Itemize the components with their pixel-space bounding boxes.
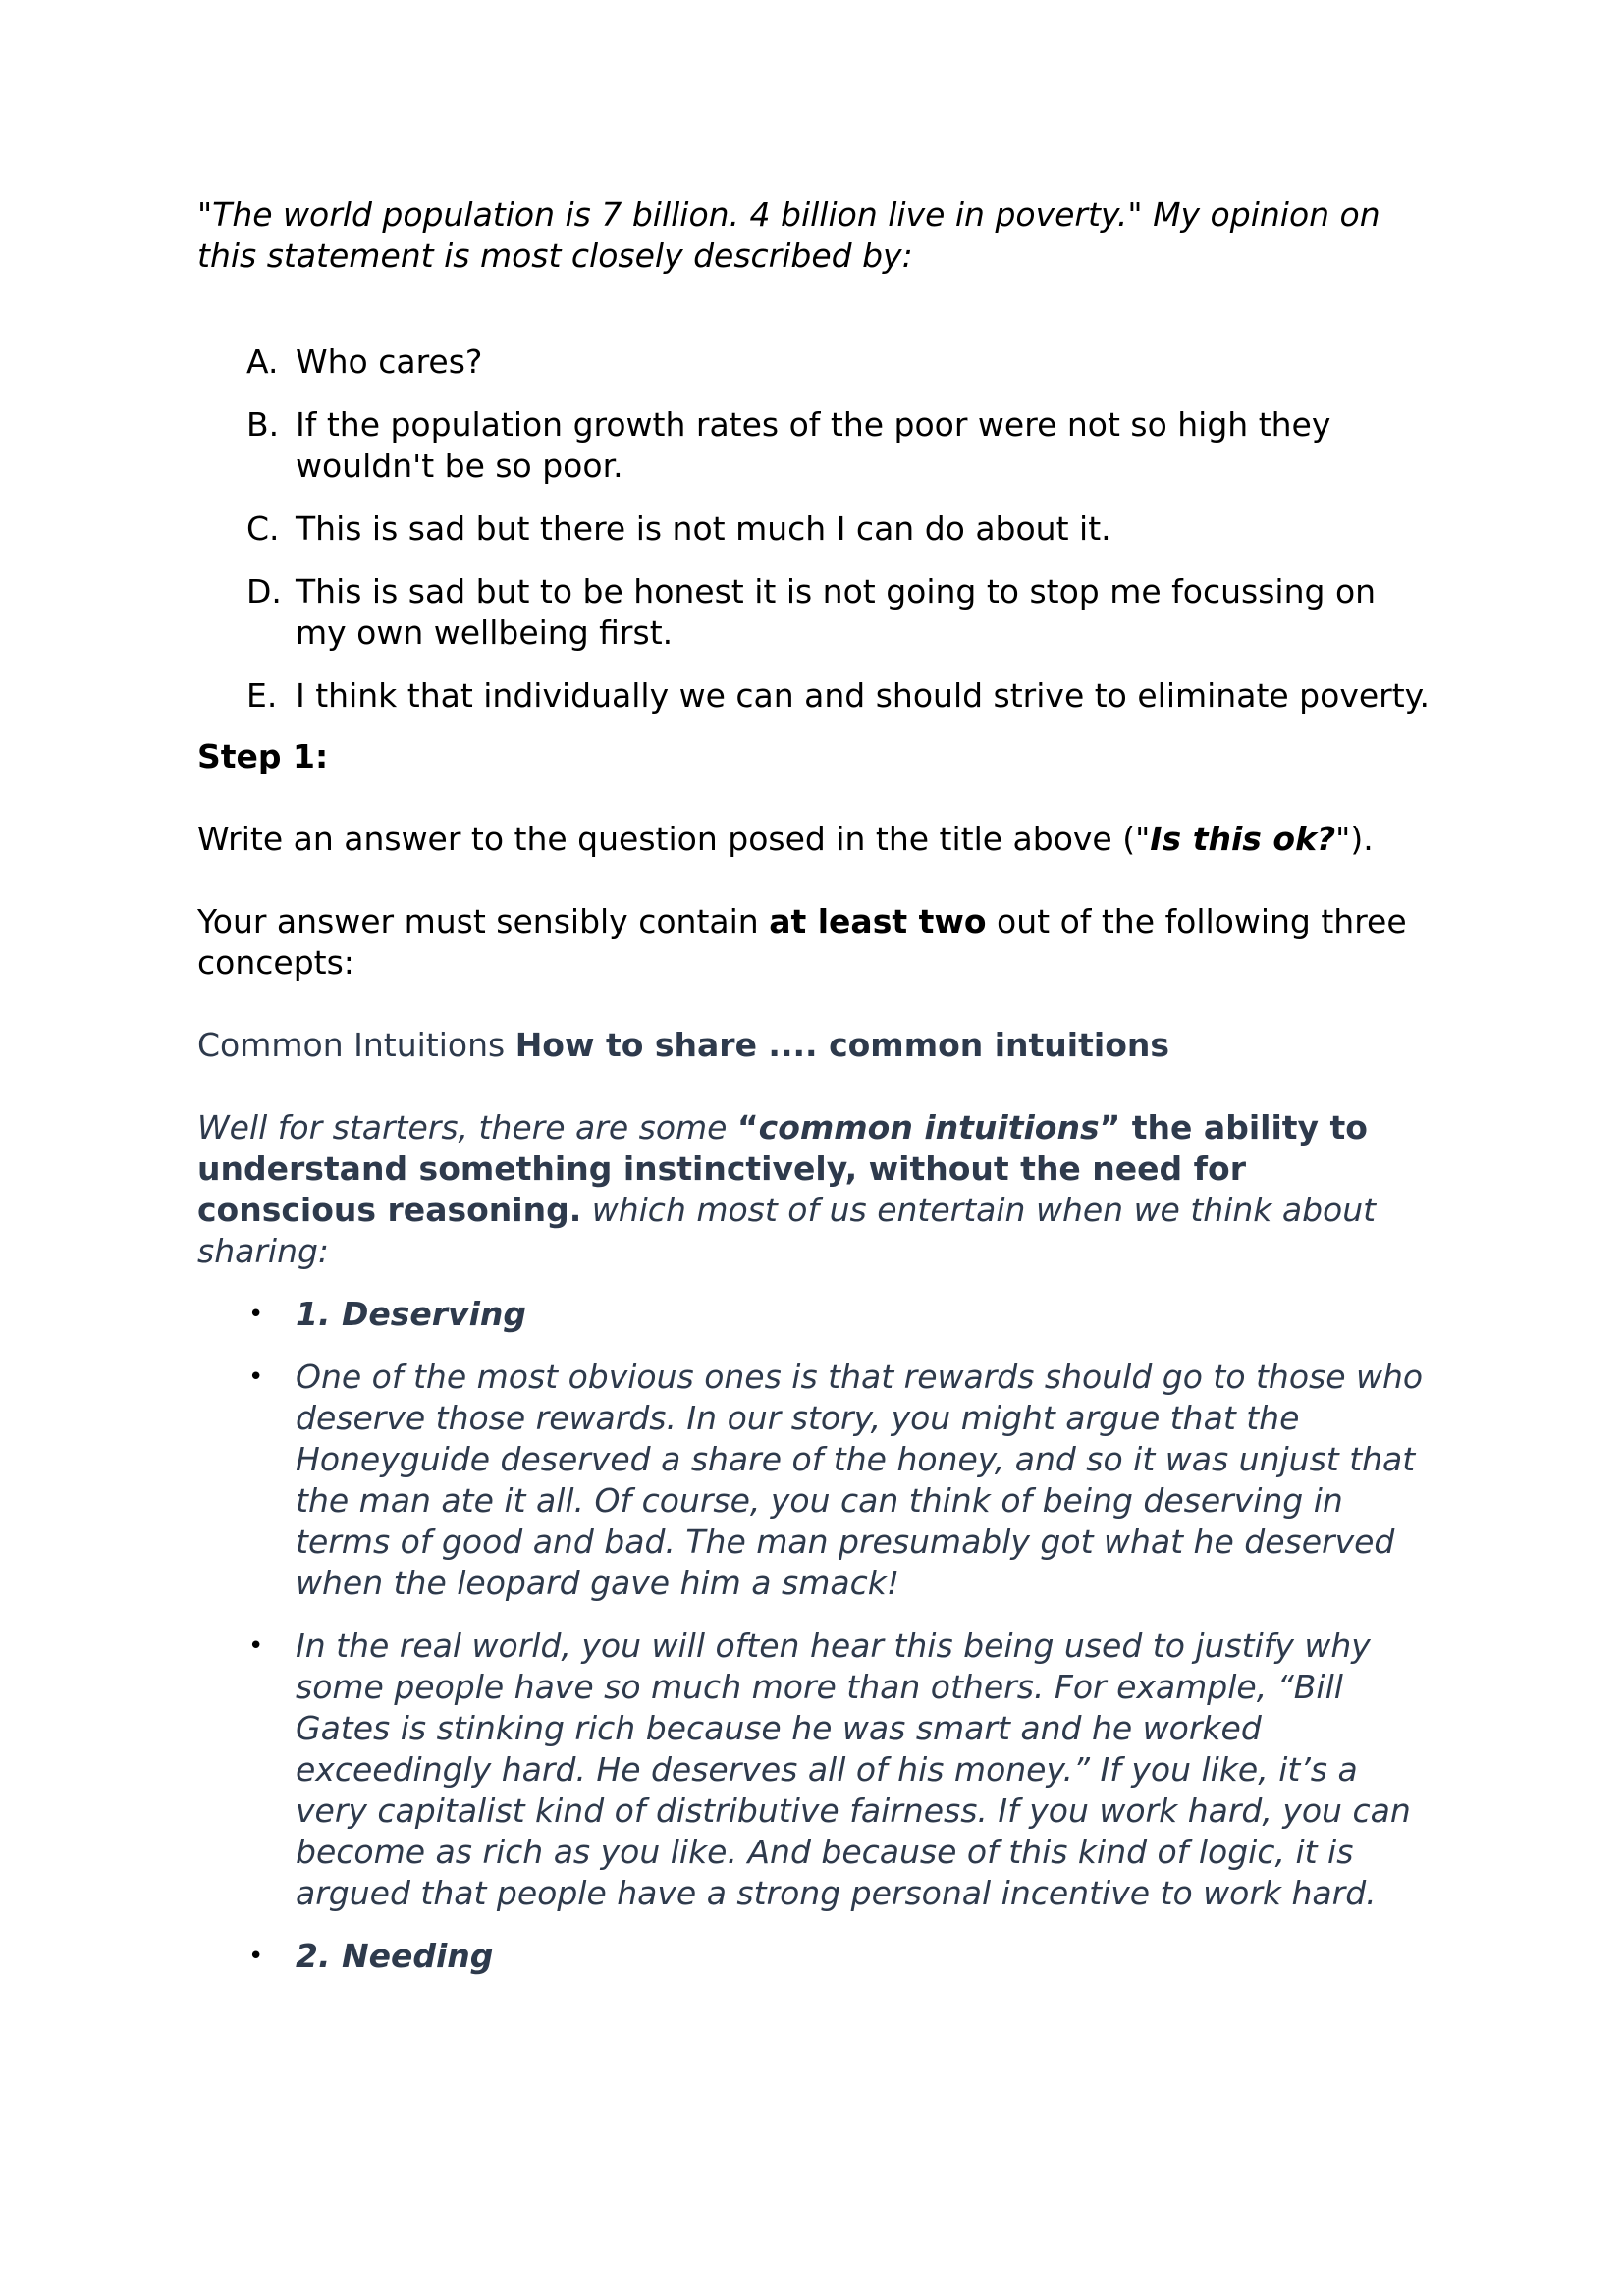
bullet-icon: • xyxy=(248,1362,264,1392)
bullet-icon: • xyxy=(248,1942,264,1971)
quote-open: “ xyxy=(736,1108,759,1147)
intro-definition: the ability to understand something instinctively, without the need for conscious reasoning. xyxy=(197,1108,1368,1229)
quote-close: ” xyxy=(1099,1108,1121,1147)
intro-part-2: which most of us entertain when we think about sharing: xyxy=(197,1191,1377,1270)
bullet-icon: • xyxy=(248,1300,264,1329)
concept-title-text: 2. Needing xyxy=(296,1937,494,1975)
question-intro: "The world population is 7 billion. 4 billion live in poverty." My opinion on this statement is most closely described by: xyxy=(197,195,1380,275)
common-intuitions-intro xyxy=(197,1107,1434,1272)
step-1-heading: Step 1: xyxy=(197,737,329,775)
instruction-emphasis: Is this ok? xyxy=(1150,820,1336,858)
concept-title-needing xyxy=(197,1936,1434,1977)
heading-plain: Common Intuitions xyxy=(197,1026,515,1064)
concept-body-text: In the real world, you will often hear this being used to justify why some people have so much more than others. For example, “Bill Gates is stinking rich because he was smart and he worked exceedingly hard. He deserves all of his money.” If you like, it’s a very capitalist kind of distributive fairness. If you work hard, you can become as rich as you like. And because of this kind of logic, it is argued that people have a strong personal incentive to work hard. xyxy=(296,1627,1411,1912)
document-page xyxy=(197,194,1434,1999)
requirement-text: Your answer must sensibly contain xyxy=(197,902,770,940)
bullet-icon: • xyxy=(248,1631,264,1661)
option-marker: A. xyxy=(246,343,279,381)
intro-part-1: Well for starters, there are some xyxy=(197,1108,737,1147)
option-marker: E. xyxy=(246,676,278,715)
option-d xyxy=(197,571,1434,654)
instruction-text: Write an answer to the question posed in the title above (" xyxy=(197,820,1151,858)
intro-term: common intuitions xyxy=(758,1108,1100,1147)
heading-bold: How to share .... common intuitions xyxy=(514,1026,1170,1064)
instruction-text-end: "). xyxy=(1335,820,1374,858)
option-text: This is sad but to be honest it is not going to stop me focussing on my own wellbeing first. xyxy=(296,572,1377,652)
option-e xyxy=(197,675,1434,717)
concept-title-text: 1. Deserving xyxy=(296,1295,526,1333)
option-a xyxy=(197,342,1434,383)
requirement-emphasis: at least two xyxy=(769,902,987,940)
answer-options-list xyxy=(197,342,1434,717)
concepts-list xyxy=(197,1294,1434,1977)
option-marker: B. xyxy=(246,405,280,444)
option-text: If the population growth rates of the poor were not so high they wouldn't be so poor. xyxy=(296,405,1331,485)
option-c xyxy=(197,508,1434,550)
option-text: Who cares? xyxy=(296,343,483,381)
common-intuitions-heading xyxy=(197,1025,1434,1066)
step-1-requirement xyxy=(197,901,1434,984)
option-text: This is sad but there is not much I can do about it. xyxy=(296,509,1111,548)
step-1-instruction xyxy=(197,819,1434,860)
option-marker: D. xyxy=(246,572,282,611)
concept-body xyxy=(197,1626,1434,1914)
concept-title-deserving xyxy=(197,1294,1434,1335)
option-marker: C. xyxy=(246,509,280,548)
option-b xyxy=(197,404,1434,487)
requirement-text-end: out of the following three concepts: xyxy=(197,902,1407,982)
concept-body xyxy=(197,1357,1434,1604)
concept-body-text: One of the most obvious ones is that rewards should go to those who deserve those rewards. In our story, you might argue that the Honeyguide deserved a share of the honey, and so it was unjust that the man ate it all. Of course, you can think of being deserving in terms of good and bad. The man presumably got what he deserved when the leopard gave him a smack! xyxy=(296,1358,1424,1602)
option-text: I think that individually we can and should strive to eliminate poverty. xyxy=(296,676,1430,715)
